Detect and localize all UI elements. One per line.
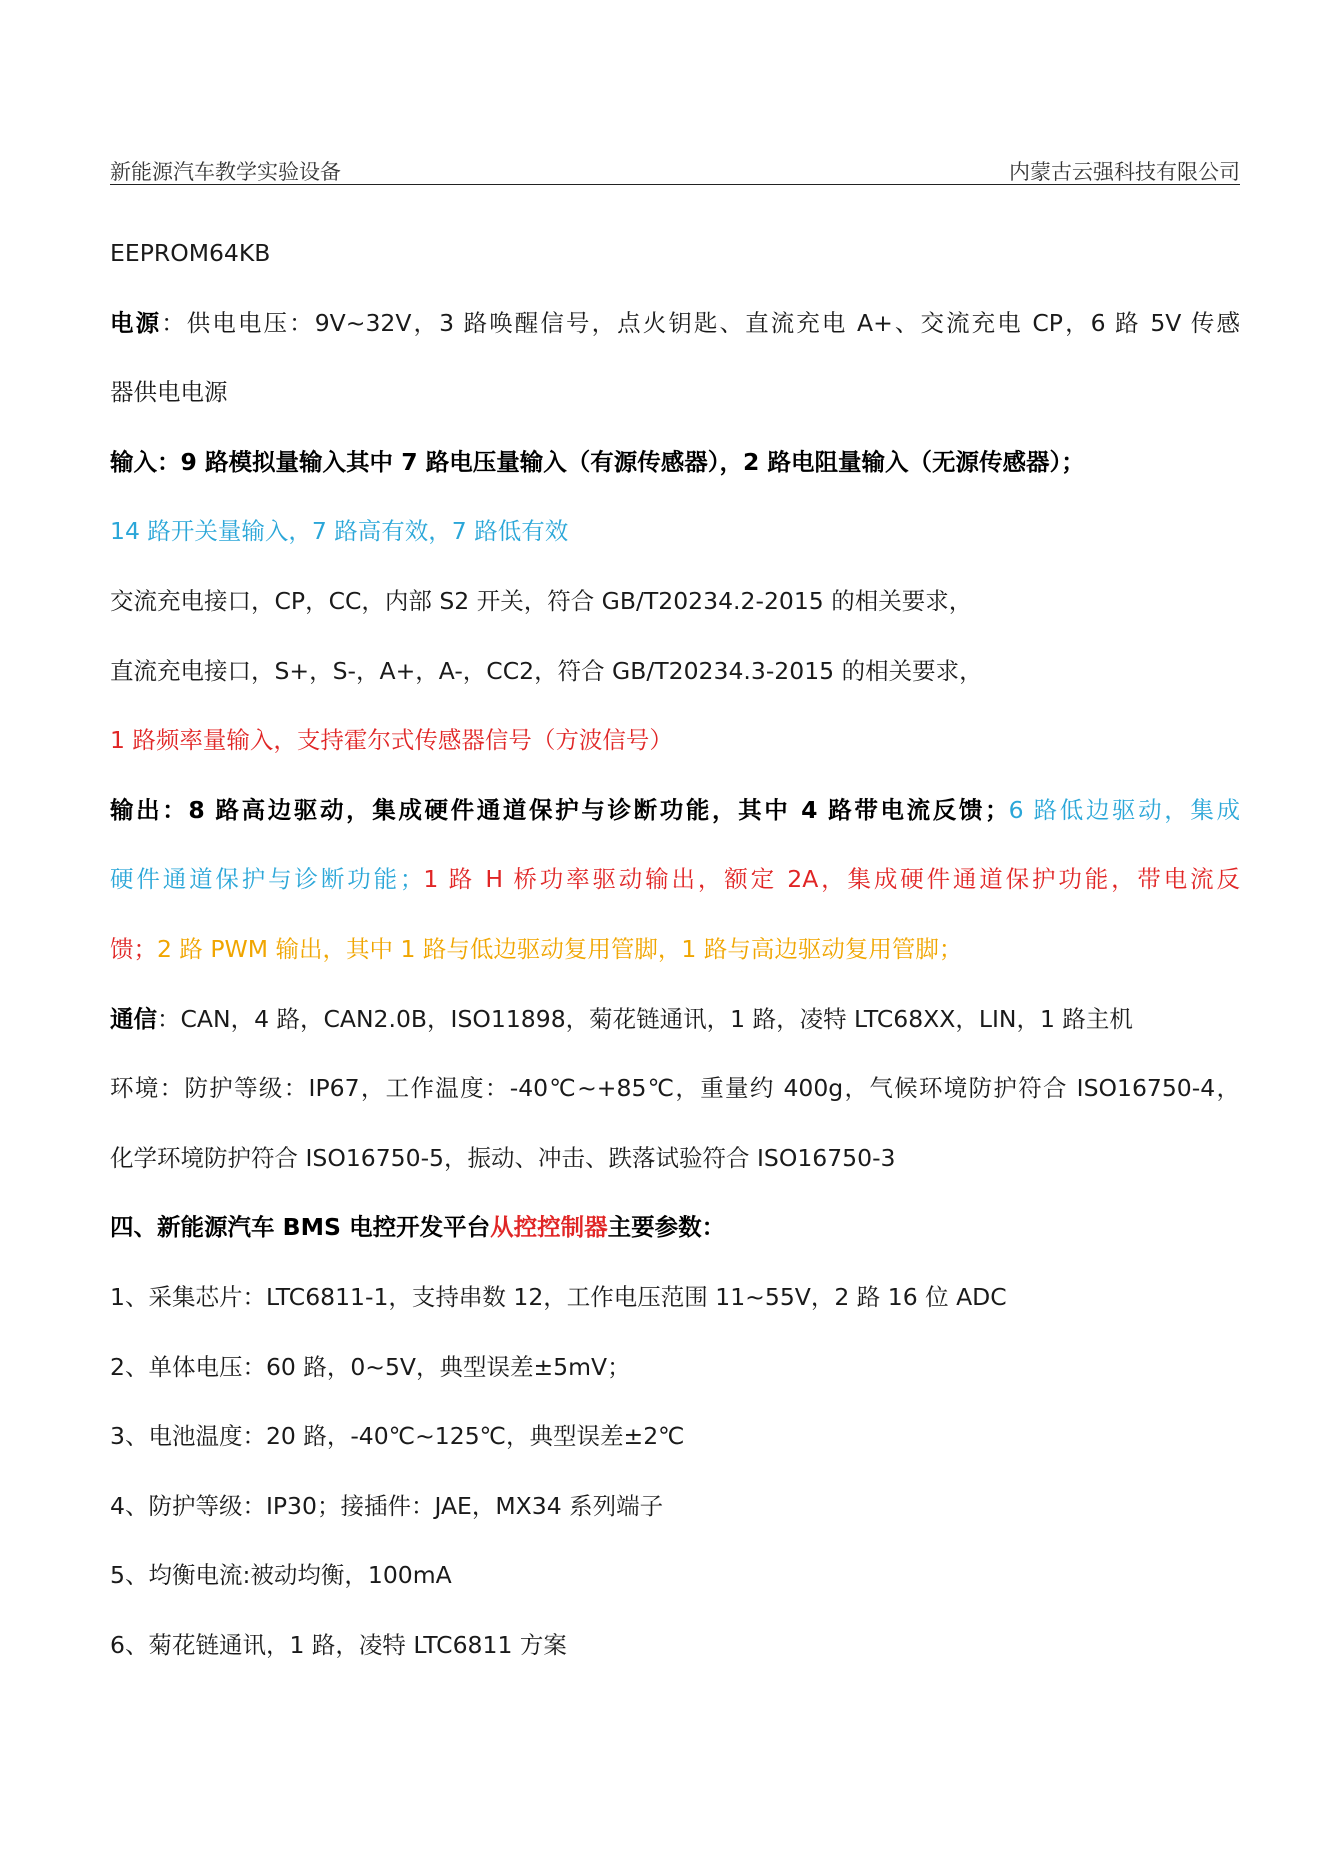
power-text-1: ：供电电压：9V~32V，3 路唤醒信号，点火钥匙、直流充电 A+、交流充电 CP，6 路 5V 传感 bbox=[161, 308, 1240, 337]
input-switch-line: 14 路开关量输入，7 路高有效，7 路低有效 bbox=[110, 517, 569, 546]
output-low-2: 硬件通道保护与诊断功能； bbox=[110, 865, 424, 894]
env-line-2: 化学环境防护符合 ISO16750-5，振动、冲击、跌落试验符合 ISO16750-3 bbox=[110, 1143, 896, 1172]
input-bold-line: 输入：9 路模拟量输入其中 7 路电压量输入（有源传感器），2 路电阻量输入（无源传感器）； bbox=[110, 447, 1085, 476]
output-hbridge-2: 馈； bbox=[110, 934, 157, 963]
header-left-title: 新能源汽车教学实验设备 bbox=[110, 160, 341, 184]
document-body bbox=[110, 233, 1240, 1694]
list-item: 6、菊花链通讯，1 路，凌特 LTC6811 方案 bbox=[110, 1630, 567, 1659]
output-bold: 输出：8 路高边驱动，集成硬件通道保护与诊断功能，其中 4 路带电流反馈； bbox=[110, 795, 1009, 824]
section-4-highlight: 从控控制器 bbox=[490, 1213, 608, 1242]
output-low-1: 6 路低边驱动，集成 bbox=[1008, 795, 1240, 824]
list-item: 1、采集芯片：LTC6811-1，支持串数 12，工作电压范围 11~55V，2 路 16 位 ADC bbox=[110, 1282, 1007, 1311]
section-4-pre: 四、新能源汽车 BMS 电控开发平台 bbox=[110, 1213, 491, 1242]
list-item: 2、单体电压：60 路，0~5V，典型误差±5mV； bbox=[110, 1352, 631, 1381]
page-header bbox=[110, 156, 1240, 185]
output-line-3 bbox=[110, 929, 1240, 999]
list-item: 5、均衡电流:被动均衡，100mA bbox=[110, 1561, 452, 1590]
header-right-company: 内蒙古云强科技有限公司 bbox=[1009, 160, 1240, 184]
input-dc-line: 直流充电接口，S+，S-，A+，A-，CC2，符合 GB/T20234.3-2015 的相关要求， bbox=[110, 656, 983, 685]
output-pwm: 2 路 PWM 输出，其中 1 路与低边驱动复用管脚，1 路与高边驱动复用管脚； bbox=[157, 934, 963, 963]
power-line-1 bbox=[110, 303, 1240, 373]
comm-line bbox=[110, 999, 1240, 1069]
input-ac-line: 交流充电接口，CP，CC，内部 S2 开关，符合 GB/T20234.2-2015 的相关要求， bbox=[110, 586, 973, 615]
output-hbridge-1: 1 路 H 桥功率驱动输出，额定 2A，集成硬件通道保护功能，带电流反 bbox=[423, 865, 1240, 894]
power-label: 电源 bbox=[110, 308, 162, 337]
power-line-2: 器供电电源 bbox=[110, 378, 228, 407]
comm-label: 通信 bbox=[110, 1004, 157, 1033]
section-4-post: 主要参数： bbox=[607, 1213, 726, 1242]
input-freq-line: 1 路频率量输入，支持霍尔式传感器信号（方波信号） bbox=[110, 726, 673, 755]
section-4-heading bbox=[110, 1207, 1240, 1277]
output-line-2 bbox=[110, 859, 1240, 929]
list-item: 4、防护等级：IP30；接插件：JAE，MX34 系列端子 bbox=[110, 1491, 664, 1520]
eeprom-line: EEPROM64KB bbox=[110, 239, 271, 267]
list-item: 3、电池温度：20 路，-40℃~125℃，典型误差±2℃ bbox=[110, 1422, 685, 1451]
comm-text: ：CAN，4 路，CAN2.0B，ISO11898，菊花链通讯，1 路，凌特 LTC68XX，LIN，1 路主机 bbox=[157, 1004, 1133, 1033]
env-line-1: 环境：防护等级：IP67，工作温度：-40℃~+85℃，重量约 400g，气候环境防护符合 ISO16750-4， bbox=[110, 1074, 1240, 1103]
output-line-1 bbox=[110, 790, 1240, 860]
